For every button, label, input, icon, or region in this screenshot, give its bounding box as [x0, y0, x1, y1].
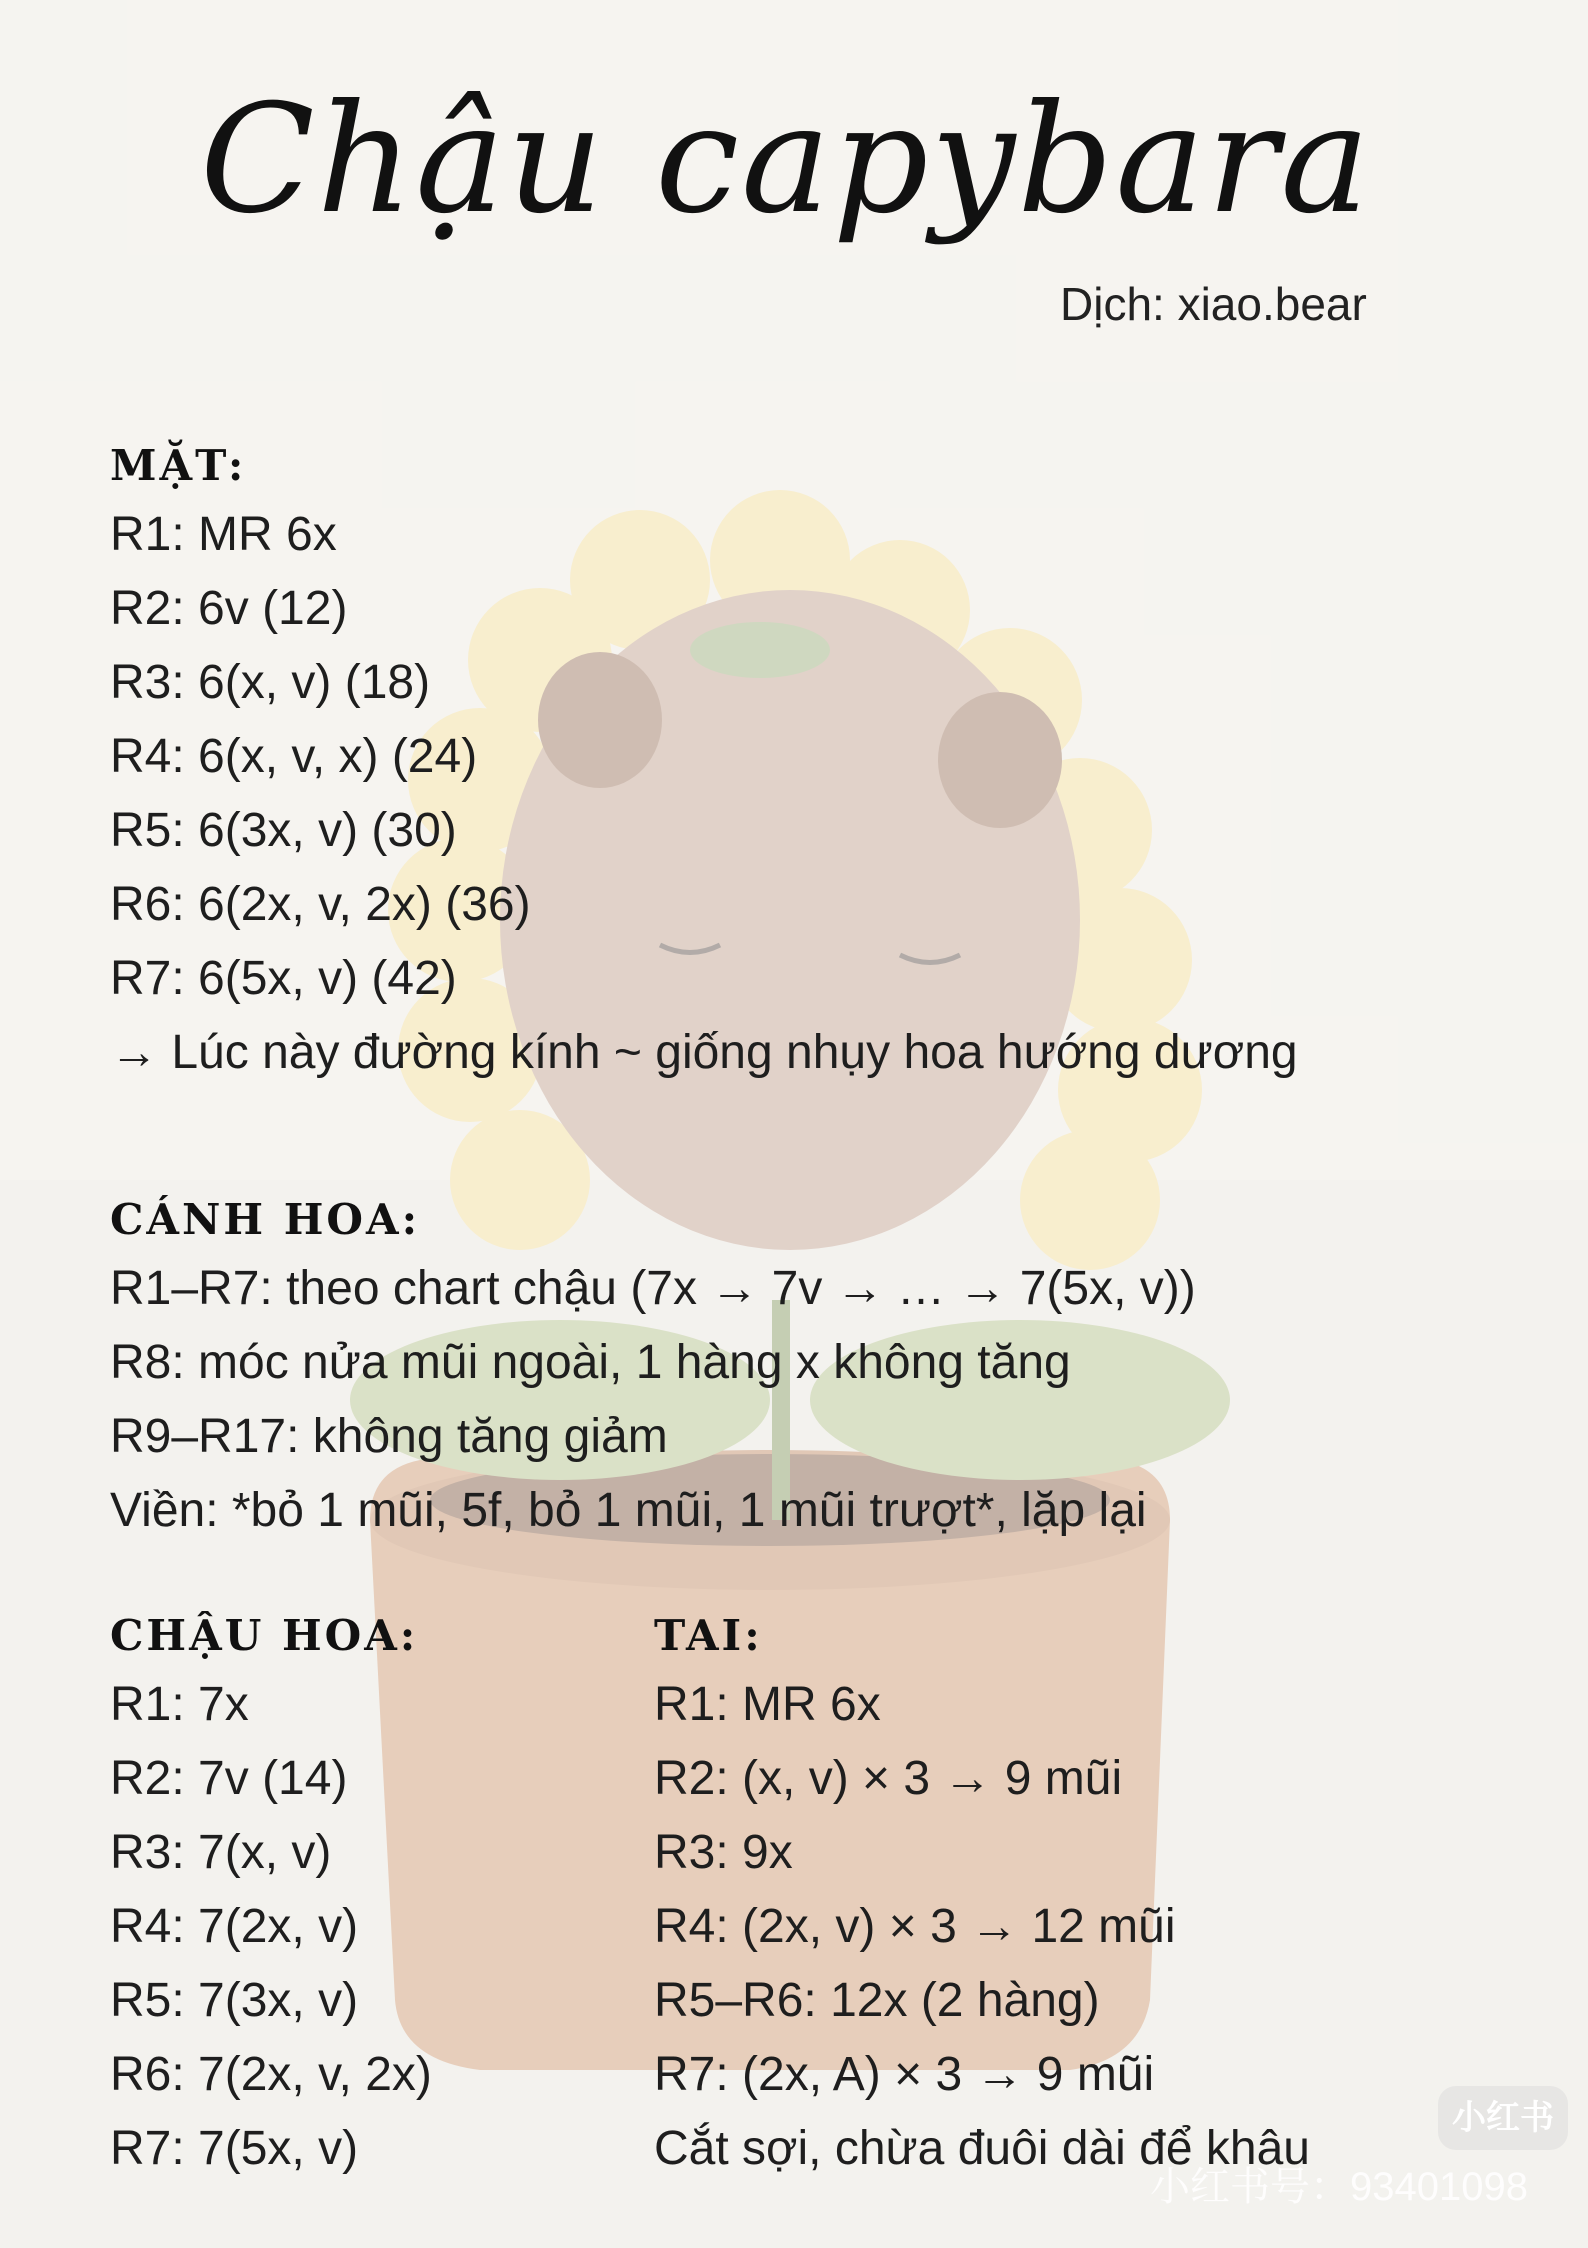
pattern-row: R1–R7: theo chart chậu (7x → 7v → … → 7(5x, v)): [110, 1262, 1196, 1315]
pattern-row: R2: 6v (12): [110, 582, 348, 635]
translator-credit: Dịch: xiao.bear: [1060, 278, 1367, 330]
watermark-logo: 小红书: [1438, 2086, 1568, 2150]
pattern-row: R8: móc nửa mũi ngoài, 1 hàng x không tăng: [110, 1336, 1071, 1389]
pattern-row: R5: 6(3x, v) (30): [110, 804, 457, 857]
pattern-row: R4: 7(2x, v): [110, 1900, 359, 1953]
pattern-row: R6: 6(2x, v, 2x) (36): [110, 878, 531, 931]
pattern-row: R5: 7(3x, v): [110, 1974, 359, 2027]
pattern-row: R5–R6: 12x (2 hàng): [654, 1974, 1100, 2027]
pattern-row: R7: (2x, A) × 3 → 9 mũi: [654, 2048, 1155, 2101]
pattern-note: Cắt sợi, chừa đuôi dài để khâu: [654, 2122, 1310, 2175]
watermark-id: 小红书号：93401098: [1150, 2165, 1528, 2209]
page-title: Chậu capybara: [200, 73, 1372, 247]
pattern-row: R9–R17: không tăng giảm: [110, 1410, 668, 1463]
section-chau-hoa: [110, 1604, 432, 2186]
pattern-row: R1: MR 6x: [110, 508, 337, 561]
pattern-row: R1: 7x: [110, 1678, 249, 1731]
section-heading: CHẬU HOA:: [110, 1611, 419, 1660]
pattern-row: R2: 7v (14): [110, 1752, 348, 1805]
pattern-note: → Lúc này đường kính ~ giống nhụy hoa hướng dương: [110, 1026, 1298, 1079]
section-heading: TAI:: [654, 1611, 763, 1660]
pattern-row: R4: 6(x, v, x) (24): [110, 730, 478, 783]
pattern-row: R7: 6(5x, v) (42): [110, 952, 457, 1005]
pattern-row: R7: 7(5x, v): [110, 2122, 359, 2175]
pattern-row: R2: (x, v) × 3 → 9 mũi: [654, 1752, 1123, 1805]
pattern-row: R3: 6(x, v) (18): [110, 656, 431, 709]
section-heading: MẶT:: [110, 441, 247, 490]
pattern-row: R3: 7(x, v): [110, 1826, 332, 1879]
pattern-row: R6: 7(2x, v, 2x): [110, 2048, 432, 2101]
section-mat: [110, 434, 1298, 1090]
section-tai: [654, 1604, 1310, 2186]
section-heading: CÁNH HOA:: [110, 1195, 421, 1244]
pattern-row: R4: (2x, v) × 3 → 12 mũi: [654, 1900, 1176, 1953]
section-canh-hoa: [110, 1188, 1196, 1548]
pattern-row: R1: MR 6x: [654, 1678, 881, 1731]
pattern-row: R3: 9x: [654, 1826, 793, 1879]
pattern-row: Viền: *bỏ 1 mũi, 5f, bỏ 1 mũi, 1 mũi trượt*, lặp lại: [110, 1484, 1147, 1537]
